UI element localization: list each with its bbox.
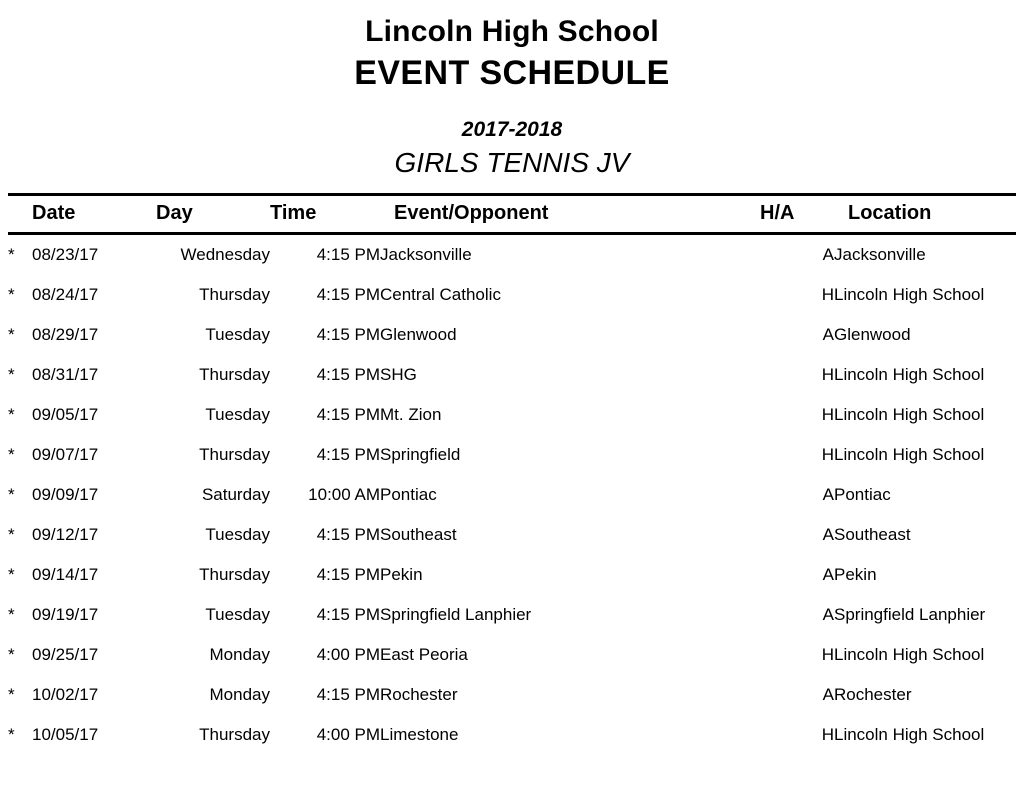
cell-date: 08/29/17: [32, 325, 99, 345]
cell-date: 09/19/17: [32, 605, 99, 625]
document-header: [0, 0, 1024, 179]
cell-home-away: H: [821, 645, 834, 665]
column-header-time: Time: [270, 196, 380, 234]
cell-event: Glenwood: [380, 325, 457, 345]
team-label: GIRLS TENNIS JV: [394, 146, 630, 178]
school-name: Lincoln High School: [365, 15, 659, 48]
cell-home-away: H: [821, 445, 834, 465]
row-marker-asterisk: *: [8, 445, 15, 465]
cell-home-away: A: [822, 325, 834, 345]
row-marker-asterisk: *: [8, 285, 15, 305]
cell-time: 4:15 PM: [316, 365, 380, 385]
cell-event: Pekin: [380, 565, 423, 585]
column-header-day: Day: [144, 196, 270, 234]
cell-date: 09/14/17: [32, 565, 99, 585]
cell-date: 09/05/17: [32, 405, 99, 425]
cell-location: Lincoln High School: [834, 405, 985, 425]
cell-event: Pontiac: [380, 485, 437, 505]
cell-location: Lincoln High School: [834, 725, 985, 745]
cell-date: 09/07/17: [32, 445, 99, 465]
cell-home-away: H: [821, 405, 834, 425]
table-row: [8, 275, 1016, 315]
cell-day: Thursday: [199, 285, 270, 305]
row-marker-asterisk: *: [8, 525, 15, 545]
cell-day: Saturday: [201, 485, 270, 505]
row-marker-asterisk: *: [8, 565, 15, 585]
row-marker-asterisk: *: [8, 365, 15, 385]
cell-home-away: A: [822, 485, 834, 505]
table-row: [8, 475, 1016, 515]
cell-home-away: H: [821, 725, 834, 745]
cell-event: Central Catholic: [380, 285, 501, 305]
cell-home-away: H: [821, 365, 834, 385]
cell-time: 10:00 AM: [308, 485, 380, 505]
cell-time: 4:15 PM: [316, 565, 380, 585]
row-marker-asterisk: *: [8, 325, 15, 345]
cell-home-away: A: [822, 605, 834, 625]
cell-date: 09/12/17: [32, 525, 99, 545]
cell-location: Lincoln High School: [834, 645, 985, 665]
cell-event: Jacksonville: [380, 245, 472, 265]
table-row: [8, 515, 1016, 555]
cell-date: 08/31/17: [32, 365, 99, 385]
cell-time: 4:15 PM: [316, 445, 380, 465]
cell-day: Monday: [209, 685, 270, 705]
cell-time: 4:15 PM: [316, 325, 380, 345]
table-row: [8, 234, 1016, 276]
cell-time: 4:15 PM: [316, 605, 380, 625]
cell-day: Tuesday: [205, 325, 270, 345]
cell-day: Monday: [209, 645, 270, 665]
cell-event: East Peoria: [380, 645, 468, 665]
cell-event: Rochester: [380, 685, 458, 705]
page-title: EVENT SCHEDULE: [354, 53, 670, 92]
cell-time: 4:15 PM: [316, 685, 380, 705]
cell-time: 4:15 PM: [316, 525, 380, 545]
column-header-date: Date: [32, 196, 144, 234]
cell-time: 4:15 PM: [316, 285, 380, 305]
cell-event: Limestone: [380, 725, 459, 745]
cell-home-away: A: [822, 685, 834, 705]
row-marker-asterisk: *: [8, 685, 15, 705]
cell-event: Springfield Lanphier: [380, 605, 532, 625]
cell-day: Thursday: [199, 365, 270, 385]
cell-event: Springfield: [380, 445, 461, 465]
row-marker-asterisk: *: [8, 645, 15, 665]
row-marker-asterisk: *: [8, 405, 15, 425]
table-row: [8, 355, 1016, 395]
cell-time: 4:15 PM: [316, 405, 380, 425]
cell-home-away: H: [821, 285, 834, 305]
table-row: [8, 395, 1016, 435]
cell-home-away: A: [822, 245, 834, 265]
cell-location: Glenwood: [834, 325, 911, 345]
table-row: [8, 315, 1016, 355]
cell-event: SHG: [380, 365, 417, 385]
table-header-row: [8, 196, 1016, 234]
table-row: [8, 675, 1016, 715]
schedule-rows: [8, 234, 1016, 756]
column-header-star: [8, 196, 32, 234]
cell-location: Springfield Lanphier: [834, 605, 986, 625]
cell-home-away: A: [822, 565, 834, 585]
cell-date: 10/02/17: [32, 685, 99, 705]
column-header-event: Event/Opponent: [380, 196, 760, 234]
cell-day: Tuesday: [205, 605, 270, 625]
cell-day: Tuesday: [205, 525, 270, 545]
table-row: [8, 555, 1016, 595]
column-header-location: Location: [834, 196, 1016, 234]
cell-location: Pontiac: [834, 485, 891, 505]
cell-time: 4:00 PM: [316, 645, 380, 665]
cell-day: Thursday: [199, 565, 270, 585]
cell-event: Southeast: [380, 525, 457, 545]
schedule-table: [8, 196, 1016, 755]
cell-location: Lincoln High School: [834, 285, 985, 305]
cell-date: 09/25/17: [32, 645, 99, 665]
cell-day: Thursday: [199, 445, 270, 465]
cell-day: Wednesday: [180, 245, 270, 265]
cell-location: Southeast: [834, 525, 911, 545]
cell-date: 09/09/17: [32, 485, 99, 505]
table-row: [8, 435, 1016, 475]
cell-event: Mt. Zion: [380, 405, 442, 425]
cell-location: Pekin: [834, 565, 877, 585]
cell-date: 10/05/17: [32, 725, 99, 745]
column-header-ha: H/A: [760, 196, 834, 234]
cell-location: Jacksonville: [834, 245, 926, 265]
table-row: [8, 595, 1016, 635]
cell-date: 08/23/17: [32, 245, 99, 265]
cell-location: Rochester: [834, 685, 912, 705]
cell-location: Lincoln High School: [834, 445, 985, 465]
cell-home-away: A: [822, 525, 834, 545]
row-marker-asterisk: *: [8, 605, 15, 625]
row-marker-asterisk: *: [8, 725, 15, 745]
season-label: 2017-2018: [461, 117, 563, 141]
table-row: [8, 635, 1016, 675]
row-marker-asterisk: *: [8, 245, 15, 265]
row-marker-asterisk: *: [8, 485, 15, 505]
table-row: [8, 715, 1016, 755]
cell-day: Tuesday: [205, 405, 270, 425]
cell-date: 08/24/17: [32, 285, 99, 305]
cell-location: Lincoln High School: [834, 365, 985, 385]
cell-time: 4:15 PM: [316, 245, 380, 265]
cell-day: Thursday: [199, 725, 270, 745]
cell-time: 4:00 PM: [316, 725, 380, 745]
